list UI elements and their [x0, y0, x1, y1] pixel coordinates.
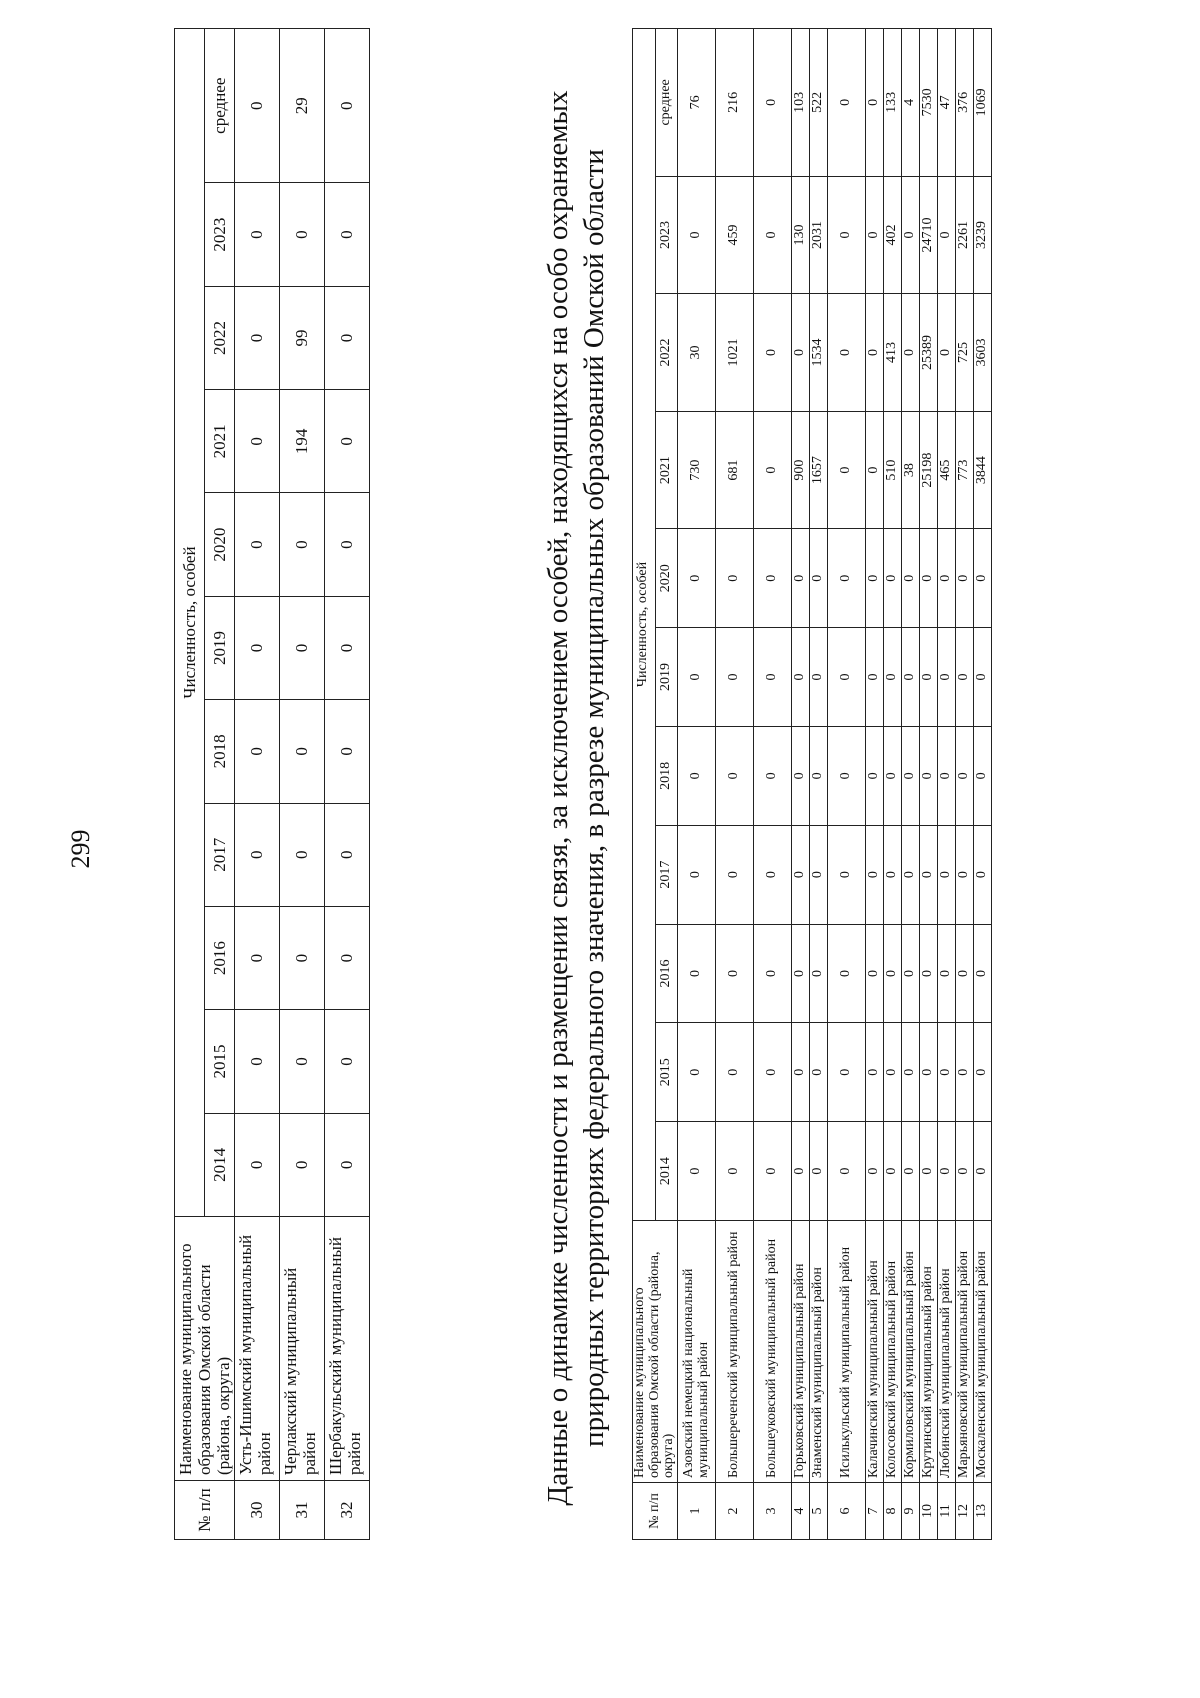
district-name: Любинский муниципальный район — [938, 1221, 956, 1483]
population-value: 0 — [884, 825, 902, 924]
population-value: 0 — [938, 529, 956, 628]
population-value: 99 — [280, 286, 325, 389]
population-value: 0 — [280, 700, 325, 803]
population-value: 0 — [920, 529, 938, 628]
population-value: 103 — [792, 29, 810, 177]
population-value: 25389 — [920, 294, 938, 412]
population-value: 0 — [678, 1122, 716, 1221]
header-year: среднее — [205, 29, 235, 183]
population-value: 0 — [716, 825, 754, 924]
population-value: 0 — [902, 176, 920, 294]
population-value: 0 — [325, 286, 370, 389]
population-value: 194 — [280, 390, 325, 493]
district-name: Усть-Ишимский муниципальный район — [235, 1217, 280, 1481]
population-value: 0 — [866, 628, 884, 727]
population-value: 0 — [678, 529, 716, 628]
row-number: 3 — [754, 1483, 792, 1540]
district-name: Большеуковский муниципальный район — [754, 1221, 792, 1483]
population-value: 1657 — [810, 411, 828, 529]
population-value: 0 — [866, 726, 884, 825]
population-value: 0 — [678, 1023, 716, 1122]
population-value: 0 — [716, 924, 754, 1023]
population-value: 0 — [974, 1122, 992, 1221]
population-value: 130 — [792, 176, 810, 294]
population-value: 0 — [938, 294, 956, 412]
population-value: 0 — [792, 1122, 810, 1221]
district-name: Исилькульский муниципальный район — [828, 1221, 866, 1483]
table-row — [678, 29, 716, 1540]
population-value: 0 — [754, 294, 792, 412]
population-value: 0 — [974, 726, 992, 825]
population-value: 0 — [902, 726, 920, 825]
population-value: 0 — [974, 1023, 992, 1122]
population-value: 0 — [866, 924, 884, 1023]
population-value: 1069 — [974, 29, 992, 177]
header-name: Наименование муниципального образования Омской области (района, округа) — [633, 1221, 678, 1483]
population-value: 0 — [792, 924, 810, 1023]
district-name: Знаменский муниципальный район — [810, 1221, 828, 1483]
population-value: 0 — [828, 825, 866, 924]
population-value: 24710 — [920, 176, 938, 294]
district-name: Шербакульский муниципальный район — [325, 1217, 370, 1481]
table-continued — [174, 28, 370, 1540]
table-row — [956, 29, 974, 1540]
population-value: 0 — [280, 493, 325, 596]
population-value: 0 — [280, 1113, 325, 1216]
header-num: № п/п — [175, 1481, 235, 1540]
population-value: 0 — [754, 411, 792, 529]
population-value: 0 — [325, 700, 370, 803]
population-value: 0 — [956, 825, 974, 924]
population-value: 0 — [716, 529, 754, 628]
population-value: 76 — [678, 29, 716, 177]
table-row — [280, 29, 325, 1540]
population-value: 0 — [235, 1113, 280, 1216]
population-value: 0 — [920, 628, 938, 727]
population-value: 0 — [678, 176, 716, 294]
population-value: 0 — [235, 183, 280, 286]
population-value: 0 — [280, 1010, 325, 1113]
population-value: 0 — [754, 29, 792, 177]
header-year: 2016 — [205, 906, 235, 1009]
header-year: 2023 — [205, 183, 235, 286]
population-value: 0 — [235, 596, 280, 699]
population-value: 0 — [754, 628, 792, 727]
population-value: 0 — [884, 628, 902, 727]
population-value: 7530 — [920, 29, 938, 177]
population-value: 0 — [810, 726, 828, 825]
population-value: 0 — [920, 825, 938, 924]
population-value: 0 — [956, 529, 974, 628]
population-value: 0 — [920, 924, 938, 1023]
row-number: 4 — [792, 1483, 810, 1540]
population-value: 25198 — [920, 411, 938, 529]
header-num: № п/п — [633, 1483, 678, 1540]
row-number: 2 — [716, 1483, 754, 1540]
population-value: 0 — [325, 906, 370, 1009]
row-number: 9 — [902, 1483, 920, 1540]
population-value: 216 — [716, 29, 754, 177]
district-name: Крутинский муниципальный район — [920, 1221, 938, 1483]
row-number: 11 — [938, 1483, 956, 1540]
district-name: Азовский немецкий национальный муниципальный район — [678, 1221, 716, 1483]
population-value: 0 — [866, 1122, 884, 1221]
population-value: 0 — [810, 628, 828, 727]
population-value: 0 — [280, 596, 325, 699]
population-value: 0 — [902, 825, 920, 924]
table-row — [866, 29, 884, 1540]
population-value: 0 — [828, 1122, 866, 1221]
population-value: 0 — [754, 176, 792, 294]
header-name: Наименование муниципального образования Омской области (района, округа) — [175, 1217, 235, 1481]
row-number: 6 — [828, 1483, 866, 1540]
row-number: 7 — [866, 1483, 884, 1540]
population-value: 47 — [938, 29, 956, 177]
population-value: 0 — [754, 529, 792, 628]
population-value: 0 — [828, 529, 866, 628]
population-value: 2031 — [810, 176, 828, 294]
district-name: Калачинский муниципальный район — [866, 1221, 884, 1483]
district-name: Большереченский муниципальный район — [716, 1221, 754, 1483]
header-group: Численность, особей — [633, 29, 656, 1221]
population-value: 0 — [754, 825, 792, 924]
population-value: 0 — [754, 1122, 792, 1221]
table-row — [754, 29, 792, 1540]
district-name: Колосовский муниципальный район — [884, 1221, 902, 1483]
row-number: 30 — [235, 1481, 280, 1540]
population-value: 0 — [754, 924, 792, 1023]
header-year: 2018 — [655, 726, 678, 825]
row-number: 32 — [325, 1481, 370, 1540]
population-value: 0 — [235, 29, 280, 183]
district-name: Горьковский муниципальный район — [792, 1221, 810, 1483]
population-value: 0 — [920, 1023, 938, 1122]
population-value: 0 — [902, 628, 920, 727]
population-value: 0 — [902, 529, 920, 628]
header-year: 2015 — [655, 1023, 678, 1122]
population-value: 0 — [938, 176, 956, 294]
population-value: 0 — [902, 1023, 920, 1122]
population-value: 522 — [810, 29, 828, 177]
population-value: 0 — [235, 803, 280, 906]
population-value: 3239 — [974, 176, 992, 294]
population-value: 376 — [956, 29, 974, 177]
row-number: 31 — [280, 1481, 325, 1540]
population-value: 0 — [828, 924, 866, 1023]
population-value: 0 — [866, 529, 884, 628]
population-value: 0 — [902, 294, 920, 412]
population-value: 0 — [974, 529, 992, 628]
population-value: 0 — [828, 726, 866, 825]
population-value: 38 — [902, 411, 920, 529]
population-value: 0 — [884, 529, 902, 628]
population-value: 0 — [754, 1023, 792, 1122]
header-year: 2019 — [655, 628, 678, 727]
population-value: 0 — [884, 1023, 902, 1122]
page-number: 299 — [66, 829, 95, 869]
population-value: 900 — [792, 411, 810, 529]
district-name: Кормиловский муниципальный район — [902, 1221, 920, 1483]
population-value: 0 — [866, 294, 884, 412]
population-value: 0 — [325, 803, 370, 906]
population-value: 30 — [678, 294, 716, 412]
population-value: 465 — [938, 411, 956, 529]
table-row — [235, 29, 280, 1540]
population-value: 0 — [325, 1113, 370, 1216]
population-value: 0 — [325, 493, 370, 596]
population-value: 459 — [716, 176, 754, 294]
population-value: 133 — [884, 29, 902, 177]
population-value: 0 — [902, 924, 920, 1023]
header-year: 2017 — [205, 803, 235, 906]
population-value: 0 — [956, 1023, 974, 1122]
population-value: 0 — [866, 825, 884, 924]
header-group: Численность, особей — [175, 29, 205, 1217]
population-value: 0 — [280, 906, 325, 1009]
population-value: 0 — [956, 1122, 974, 1221]
table-row — [325, 29, 370, 1540]
population-value: 0 — [810, 924, 828, 1023]
population-value: 0 — [325, 29, 370, 183]
population-value: 0 — [902, 1122, 920, 1221]
population-value: 0 — [956, 726, 974, 825]
population-value: 0 — [938, 1122, 956, 1221]
population-value: 0 — [792, 1023, 810, 1122]
header-year: среднее — [655, 29, 678, 177]
population-value: 0 — [678, 726, 716, 825]
header-year: 2022 — [655, 294, 678, 412]
district-name: Марьяновский муниципальный район — [956, 1221, 974, 1483]
population-value: 1021 — [716, 294, 754, 412]
population-value: 0 — [938, 825, 956, 924]
population-value: 3603 — [974, 294, 992, 412]
population-value: 0 — [792, 825, 810, 924]
header-year: 2014 — [655, 1122, 678, 1221]
population-value: 0 — [716, 1122, 754, 1221]
population-value: 0 — [716, 628, 754, 727]
population-value: 0 — [884, 924, 902, 1023]
population-value: 0 — [866, 1023, 884, 1122]
population-value: 0 — [810, 825, 828, 924]
header-year: 2020 — [205, 493, 235, 596]
table-row — [938, 29, 956, 1540]
population-value: 0 — [235, 390, 280, 493]
population-value: 0 — [810, 529, 828, 628]
population-value: 0 — [325, 596, 370, 699]
population-value: 0 — [920, 1122, 938, 1221]
row-number: 12 — [956, 1483, 974, 1540]
population-value: 0 — [280, 803, 325, 906]
population-value: 0 — [828, 628, 866, 727]
population-value: 725 — [956, 294, 974, 412]
population-value: 0 — [716, 1023, 754, 1122]
population-value: 0 — [828, 294, 866, 412]
population-value: 730 — [678, 411, 716, 529]
population-value: 0 — [938, 726, 956, 825]
population-value: 0 — [828, 176, 866, 294]
table-title: Данные о динамике численности и размещении связя, за исключением особей, находящихся на особо охраняемых природных территориях федерального значения, в разрезе муниципальных образований Омской области — [542, 90, 611, 1506]
population-value: 0 — [235, 1010, 280, 1113]
population-value: 0 — [325, 390, 370, 493]
population-value: 0 — [866, 176, 884, 294]
table-population — [632, 28, 992, 1540]
population-value: 413 — [884, 294, 902, 412]
header-year: 2015 — [205, 1010, 235, 1113]
population-value: 0 — [884, 726, 902, 825]
population-value: 0 — [235, 493, 280, 596]
table-row — [974, 29, 992, 1540]
population-value: 402 — [884, 176, 902, 294]
population-value: 0 — [938, 628, 956, 727]
population-value: 0 — [792, 726, 810, 825]
population-value: 681 — [716, 411, 754, 529]
header-year: 2023 — [655, 176, 678, 294]
population-value: 0 — [974, 825, 992, 924]
row-number: 5 — [810, 1483, 828, 1540]
header-year: 2017 — [655, 825, 678, 924]
population-value: 29 — [280, 29, 325, 183]
table-row — [792, 29, 810, 1540]
population-value: 0 — [938, 1023, 956, 1122]
population-value: 0 — [828, 411, 866, 529]
table-row — [884, 29, 902, 1540]
table-row — [902, 29, 920, 1540]
population-value: 3844 — [974, 411, 992, 529]
population-value: 0 — [792, 529, 810, 628]
header-year: 2020 — [655, 529, 678, 628]
population-value: 0 — [678, 825, 716, 924]
population-value: 1534 — [810, 294, 828, 412]
population-value: 0 — [866, 29, 884, 177]
population-value: 0 — [792, 628, 810, 727]
header-year: 2021 — [655, 411, 678, 529]
population-value: 0 — [754, 726, 792, 825]
table-row — [810, 29, 828, 1540]
row-number: 1 — [678, 1483, 716, 1540]
population-value: 0 — [884, 1122, 902, 1221]
header-year: 2014 — [205, 1113, 235, 1216]
row-number: 13 — [974, 1483, 992, 1540]
population-value: 0 — [974, 628, 992, 727]
population-value: 0 — [974, 924, 992, 1023]
population-value: 0 — [678, 628, 716, 727]
row-number: 8 — [884, 1483, 902, 1540]
header-year: 2016 — [655, 924, 678, 1023]
population-value: 0 — [325, 183, 370, 286]
population-value: 0 — [828, 1023, 866, 1122]
population-value: 0 — [280, 183, 325, 286]
population-value: 0 — [235, 700, 280, 803]
population-value: 0 — [956, 924, 974, 1023]
header-year: 2021 — [205, 390, 235, 493]
population-value: 0 — [810, 1122, 828, 1221]
population-value: 773 — [956, 411, 974, 529]
population-value: 4 — [902, 29, 920, 177]
table-row — [828, 29, 866, 1540]
table-row — [920, 29, 938, 1540]
population-value: 0 — [956, 628, 974, 727]
population-value: 0 — [235, 906, 280, 1009]
header-year: 2022 — [205, 286, 235, 389]
header-year: 2018 — [205, 700, 235, 803]
population-value: 0 — [828, 29, 866, 177]
row-number: 10 — [920, 1483, 938, 1540]
header-year: 2019 — [205, 596, 235, 699]
population-value: 0 — [866, 411, 884, 529]
population-value: 0 — [810, 1023, 828, 1122]
population-value: 0 — [716, 726, 754, 825]
population-value: 510 — [884, 411, 902, 529]
population-value: 0 — [792, 294, 810, 412]
population-value: 0 — [325, 1010, 370, 1113]
population-value: 0 — [678, 924, 716, 1023]
district-name: Москаленский муниципальный район — [974, 1221, 992, 1483]
population-value: 2261 — [956, 176, 974, 294]
table-row — [716, 29, 754, 1540]
district-name: Черлакский муниципальный район — [280, 1217, 325, 1481]
population-value: 0 — [920, 726, 938, 825]
population-value: 0 — [235, 286, 280, 389]
population-value: 0 — [938, 924, 956, 1023]
